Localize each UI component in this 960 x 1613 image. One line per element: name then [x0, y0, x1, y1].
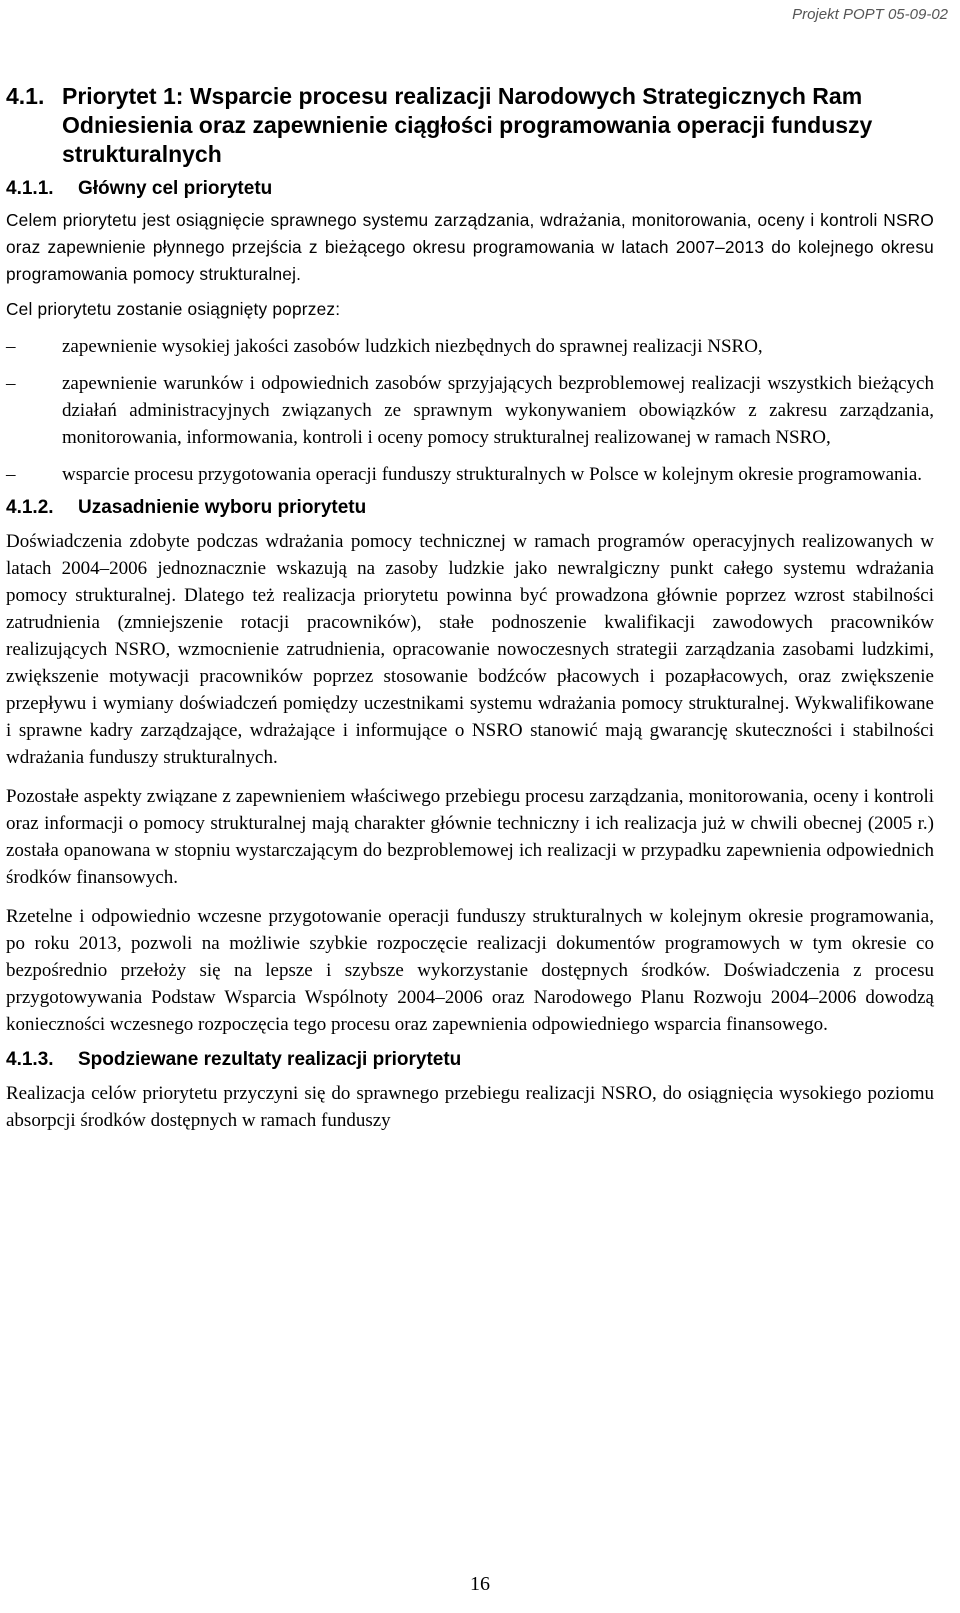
- dash-bullet: –: [6, 373, 16, 394]
- section-number: 4.1.: [6, 83, 45, 109]
- justification-paragraph-1: Doświadczenia zdobyte podczas wdrażania pomocy technicznej w ramach programów operacyjnych realizowanych w latach 2004–2006 jednoznacznie wskazują na zasoby ludzkie jako newralgiczny punkt całego systemu wdrażania pomocy strukturalnej. Dlatego też realizacja priorytetu powinna być prowadzona głównie poprzez wzrost stabilności zatrudnienia (zmniejszenie rotacji pracowników), stałe podnoszenie kwalifikacji zawodowych pracowników realizujących NSRO, wzmocnienie zatrudnienia, opracowanie nowoczesnych strategii zarządzania zasobami ludzkimi, zwiększenie motywacji pracowników poprzez stosowanie bodźców płacowych i pozapłacowych, oraz zwiększenie przepływu i wymiany doświadczeń pomiędzy uczestnikami systemu wdrażania pomocy strukturalnej. Wykwalifikowane i sprawne kadry zarządzające, wdrażające i informujące o NSRO stanowić mają gwarancję skuteczności i stabilności wdrażania funduszy strukturalnych.: [6, 531, 934, 768]
- subsection-number: 4.1.1.: [6, 178, 54, 199]
- project-note: Projekt POPT 05-09-02: [792, 6, 948, 23]
- subsection-number: 4.1.2.: [6, 497, 54, 518]
- dash-bullet: –: [6, 336, 16, 357]
- subsection-number: 4.1.3.: [6, 1049, 54, 1070]
- justification-paragraph-2: Pozostałe aspekty związane z zapewnieniem właściwego przebiegu procesu zarządzania, monitorowania, oceny i kontroli oraz informacji o pomocy strukturalnej mają charakter głównie techniczny i ich realizacja już w chwili obecnej (2005 r.) została opanowana w stopniu wystarczającym do bezproblemowej ich realizacji w przypadku zapewnienia odpowiednich środków finansowych.: [6, 786, 934, 888]
- section-heading: [6, 82, 934, 169]
- goal-list: [6, 333, 934, 488]
- list-item: – zapewnienie wysokiej jakości zasobów ludzkich niezbędnych do sprawnej realizacji NSRO,: [6, 333, 934, 360]
- justification-paragraph-3: Rzetelne i odpowiednio wczesne przygotowanie operacji funduszy strukturalnych w kolejnym okresie programowania, po roku 2013, pozwoli na możliwie szybkie rozpoczęcie realizacji dokumentów programowych w tym okresie co bezpośrednio przełoży się na lepsze i szybsze wykorzystanie dostępnych środków. Doświadczenia z procesu przygotowywania Podstaw Wsparcia Wspólnoty 2004–2006 oraz Narodowego Planu Rozwoju 2004–2006 dowodzą konieczności wczesnego rozpoczęcia tego procesu oraz zapewnienia odpowiedniego wsparcia finansowego.: [6, 906, 934, 1035]
- results-paragraph: Realizacja celów priorytetu przyczyni się do sprawnego przebiegu realizacji NSRO, do osiągnięcia wysokiego poziomu absorpcji środków dostępnych w ramach funduszy: [6, 1083, 934, 1131]
- list-item: – zapewnienie warunków i odpowiednich zasobów sprzyjających bezproblemowej realizacji wszystkich bieżących działań administracyjnych związanych ze sprawnym wykonywaniem obowiązków z zakresu zarządzania, monitorowania, informowania, kontroli i oceny pomocy strukturalnej realizowanej w ramach NSRO,: [6, 370, 934, 451]
- subsection-title: Spodziewane rezultaty realizacji priorytetu: [78, 1049, 462, 1070]
- subsection-title: Główny cel priorytetu: [78, 178, 273, 199]
- list-item: – wsparcie procesu przygotowania operacji funduszy strukturalnych w Polsce w kolejnym okresie programowania.: [6, 461, 934, 488]
- subsection-heading-justification: [6, 496, 934, 520]
- subsection-heading-results: [6, 1048, 934, 1072]
- page-number: 16: [470, 1573, 490, 1595]
- document-body: [6, 82, 934, 1134]
- subsection-title: Uzasadnienie wyboru priorytetu: [78, 497, 367, 518]
- subsection-heading-goal: [6, 177, 934, 201]
- dash-bullet: –: [6, 464, 16, 485]
- goal-intro: Cel priorytetu zostanie osiągnięty poprzez:: [6, 299, 341, 319]
- goal-paragraph: Celem priorytetu jest osiągnięcie sprawnego systemu zarządzania, wdrażania, monitorowania, oceny i kontroli NSRO oraz zapewnienie płynnego przejścia z bieżącego okresu programowania w latach 2007–2013 do kolejnego okresu programowania pomocy strukturalnej.: [6, 210, 934, 284]
- section-title: Priorytet 1: Wsparcie procesu realizacji Narodowych Strategicznych Ram Odniesienia oraz zapewnienie ciągłości programowania operacji funduszy strukturalnych: [62, 83, 873, 167]
